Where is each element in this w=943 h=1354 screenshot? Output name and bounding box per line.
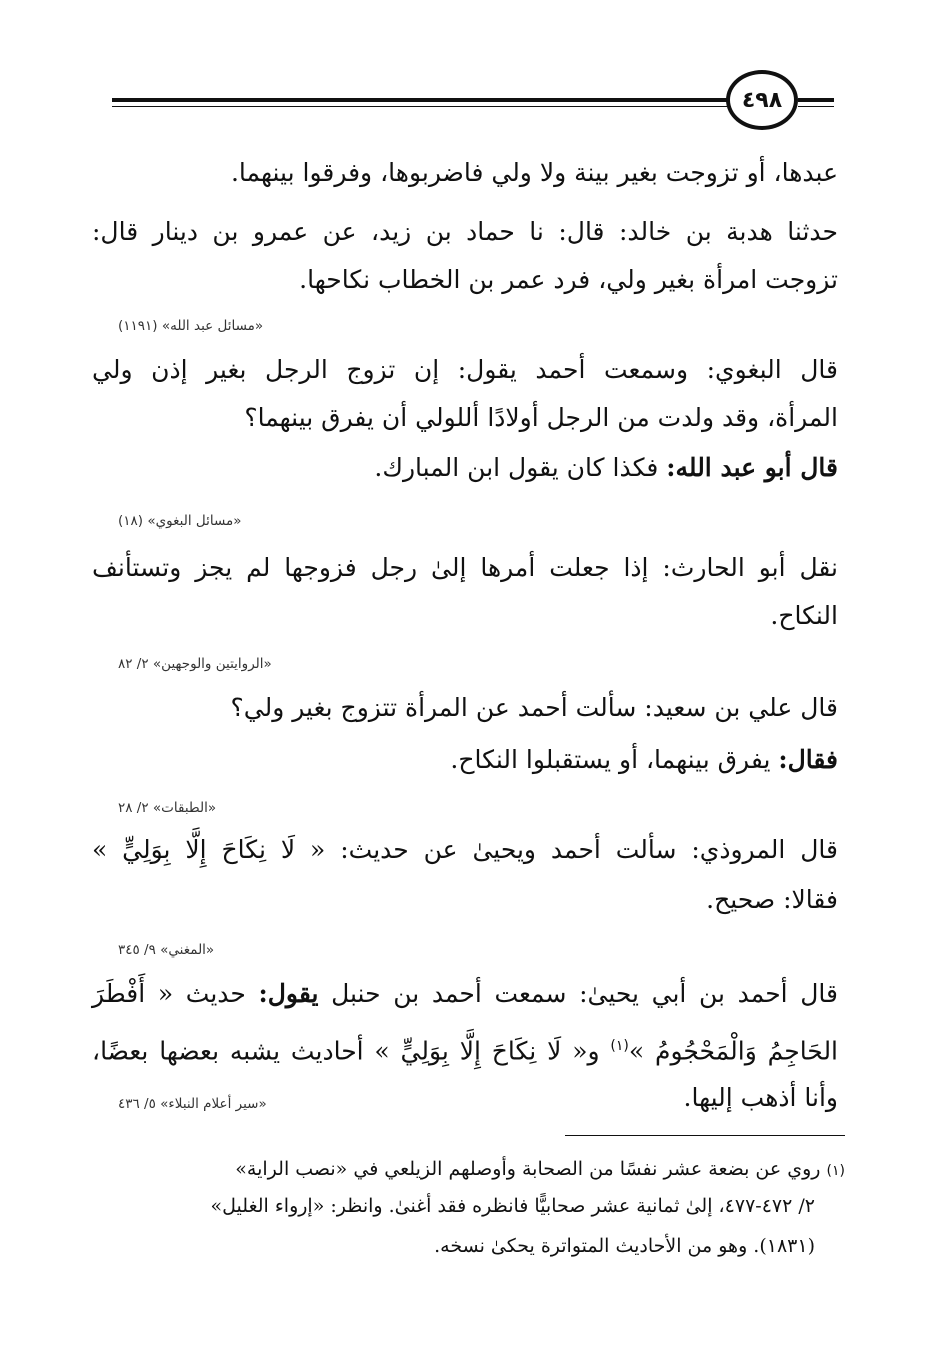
footnote-marker: (١) bbox=[826, 1163, 845, 1179]
speaker-label: فقال: bbox=[778, 745, 838, 774]
text-span: قال أحمد بن أبي يحيىٰ: سمعت أحمد بن حنبل bbox=[318, 979, 839, 1008]
footnote-line bbox=[235, 1155, 845, 1185]
text-line bbox=[92, 1028, 838, 1069]
header-rule-thin bbox=[112, 106, 728, 107]
text-span: حديث « أَفْطَرَ bbox=[92, 979, 259, 1008]
header-rule-tail bbox=[798, 98, 834, 102]
text-line bbox=[92, 976, 838, 1012]
speaker-label: يقول: bbox=[258, 979, 319, 1008]
source-citation: «الروايتين والوجهين» ٢/ ٨٢ bbox=[118, 656, 272, 672]
text-span: و« لَا نِكَاحَ إِلَّا بِوَلِيٍّ » أحاديث يشبه بعضها بعضًا، bbox=[92, 1036, 611, 1066]
text-line: قال البغوي: وسمعت أحمد يقول: إن تزوج الرجل بغير إذن ولي bbox=[92, 355, 838, 384]
text-line: قال علي بن سعيد: سألت أحمد عن المرأة تتزوج بغير ولي؟ bbox=[230, 693, 838, 722]
text-line: قال المروذي: سألت أحمد ويحيىٰ عن حديث: « لَا نِكَاحَ إِلَّا بِوَلِيٍّ » bbox=[92, 835, 838, 864]
source-citation: «مسائل عبد الله» (١١٩١) bbox=[118, 318, 264, 334]
text-line: حدثنا هدبة بن خالد: قال: نا حماد بن زيد، عن عمرو بن دينار قال: bbox=[92, 217, 838, 246]
text-line: تزوجت امرأة بغير ولي، فرد عمر بن الخطاب نكاحها. bbox=[299, 265, 838, 294]
text-line: المرأة، وقد ولدت من الرجل أولادًا أللولي أن يفرق بينهما؟ bbox=[244, 403, 838, 432]
text-span: فكذا كان يقول ابن المبارك. bbox=[374, 453, 667, 482]
text-line: وأنا أذهب إليها. bbox=[683, 1083, 838, 1112]
footnote-reference[interactable]: (١) bbox=[610, 1038, 629, 1054]
footnote-line: ٢/ ٤٧٢-٤٧٧، إلىٰ ثمانية عشر صحابيًّا فانظره فقد أغنىٰ. وانظر: «إرواء الغليل» bbox=[210, 1195, 815, 1217]
text-line: عبدها، أو تزوجت بغير بينة ولا ولي فاضربوها، وفرقوا بينهما. bbox=[230, 158, 838, 187]
header-rule-tail-thin bbox=[798, 106, 834, 107]
speaker-label: قال أبو عبد الله: bbox=[666, 453, 838, 482]
footnote-separator bbox=[565, 1135, 845, 1136]
source-citation: «المغني» ٩/ ٣٤٥ bbox=[118, 942, 215, 958]
header-rule bbox=[112, 98, 728, 102]
text-line: نقل أبو الحارث: إذا جعلت أمرها إلىٰ رجل فزوجها لم يجز وتستأنف bbox=[92, 553, 838, 582]
footnote-text: روي عن بضعة عشر نفسًا من الصحابة وأوصلهم الزيلعي في «نصب الراية» bbox=[235, 1158, 821, 1180]
source-citation: «الطبقات» ٢/ ٢٨ bbox=[118, 800, 217, 816]
source-citation: «مسائل البغوي» (١٨) bbox=[118, 513, 242, 529]
page-number-badge bbox=[726, 70, 798, 130]
text-line: النكاح. bbox=[770, 601, 838, 630]
text-line bbox=[450, 742, 838, 778]
text-line: فقالا: صحيح. bbox=[706, 885, 838, 914]
page-number: ٤٩٨ bbox=[741, 87, 783, 113]
text-line bbox=[374, 450, 838, 486]
text-span: الحَاجِمُ وَالْمَحْجُومُ » bbox=[628, 1036, 839, 1066]
text-span: يفرق بينهما، أو يستقبلوا النكاح. bbox=[450, 745, 779, 774]
footnote-line: (١٨٣١). وهو من الأحاديث المتواترة يحكىٰ نسخه. bbox=[434, 1235, 815, 1257]
source-citation: «سير أعلام النبلاء» ٥/ ٤٣٦ bbox=[118, 1096, 267, 1112]
